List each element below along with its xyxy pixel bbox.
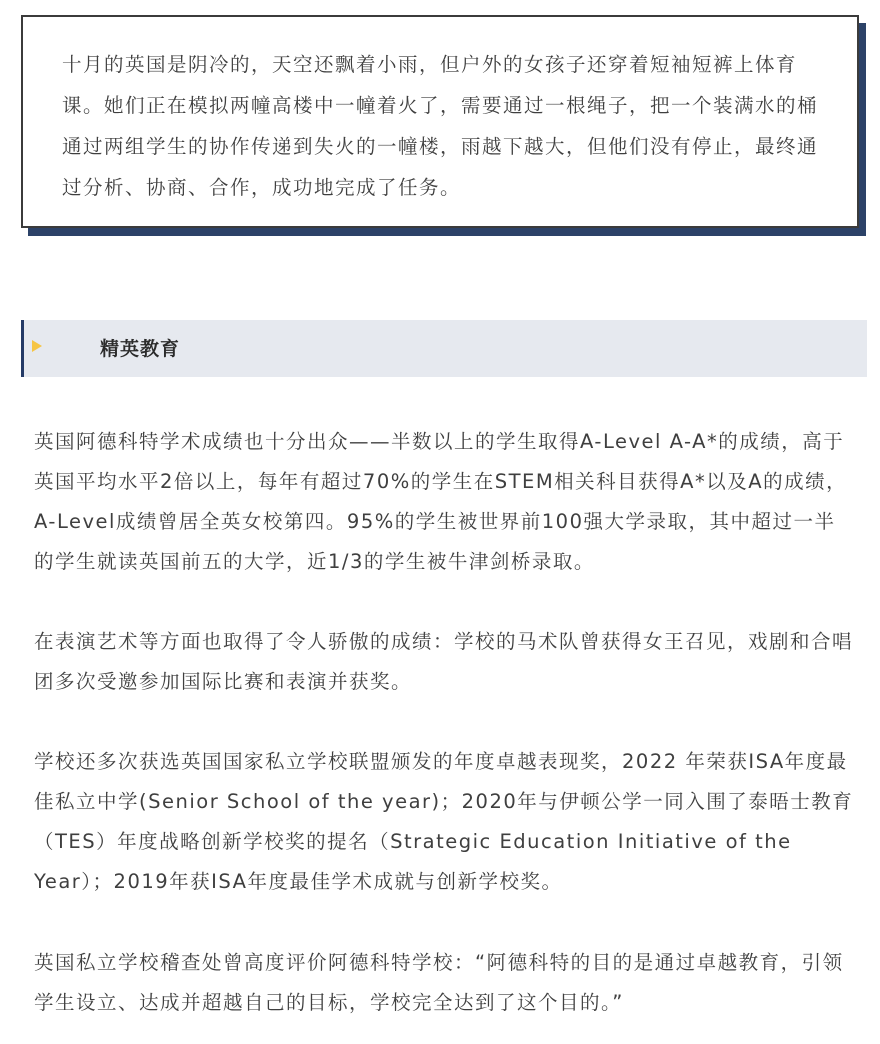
paragraph-academic-results: 英国阿德科特学术成绩也十分出众——半数以上的学生取得A-Level A-A*的成绩，高于英国平均水平2倍以上，每年有超过70%的学生在STEM相关科目获得A*以及A的成绩，A-Level成绩曾居全英女校第四。95%的学生被世界前100强大学录取，其中超过一半的学生就读英国前五的大学，近1/3的学生被牛津剑桥录取。 [34, 430, 848, 573]
intro-quote-box [21, 15, 859, 228]
section-title: 精英教育 [100, 338, 181, 360]
paragraph-inspection-quote: 英国私立学校稽查处曾高度评价阿德科特学校：“阿德科特的目的是通过卓越教育，引领学生设立、达成并超越自己的目标，学校完全达到了这个目的。” [34, 951, 844, 1014]
section-header [21, 320, 867, 377]
intro-quote-text: 十月的英国是阴冷的，天空还飘着小雨，但户外的女孩子还穿着短袖短裤上体育课。她们正在模拟两幢高楼中一幢着火了，需要通过一根绳子，把一个装满水的桶通过两组学生的协作传递到失火的一幢楼，雨越下越大，但他们没有停止，最终通过分析、协商、合作，成功地完成了任务。 [62, 53, 819, 199]
paragraph-performing-arts: 在表演艺术等方面也取得了令人骄傲的成绩：学校的马术队曾获得女王召见，戏剧和合唱团多次受邀参加国际比赛和表演并获奖。 [34, 630, 854, 693]
triangle-marker-icon [32, 340, 42, 352]
paragraph-awards: 学校还多次获选英国国家私立学校联盟颁发的年度卓越表现奖，2022 年荣获ISA年度最佳私立中学(Senior School of the year)；2020年与伊顿公学一同入围了泰晤士教育（TES）年度战略创新学校奖的提名（Strategic Education Initiative of the Year）；2019年获ISA年度最佳学术成就与创新学校奖。 [34, 750, 854, 893]
